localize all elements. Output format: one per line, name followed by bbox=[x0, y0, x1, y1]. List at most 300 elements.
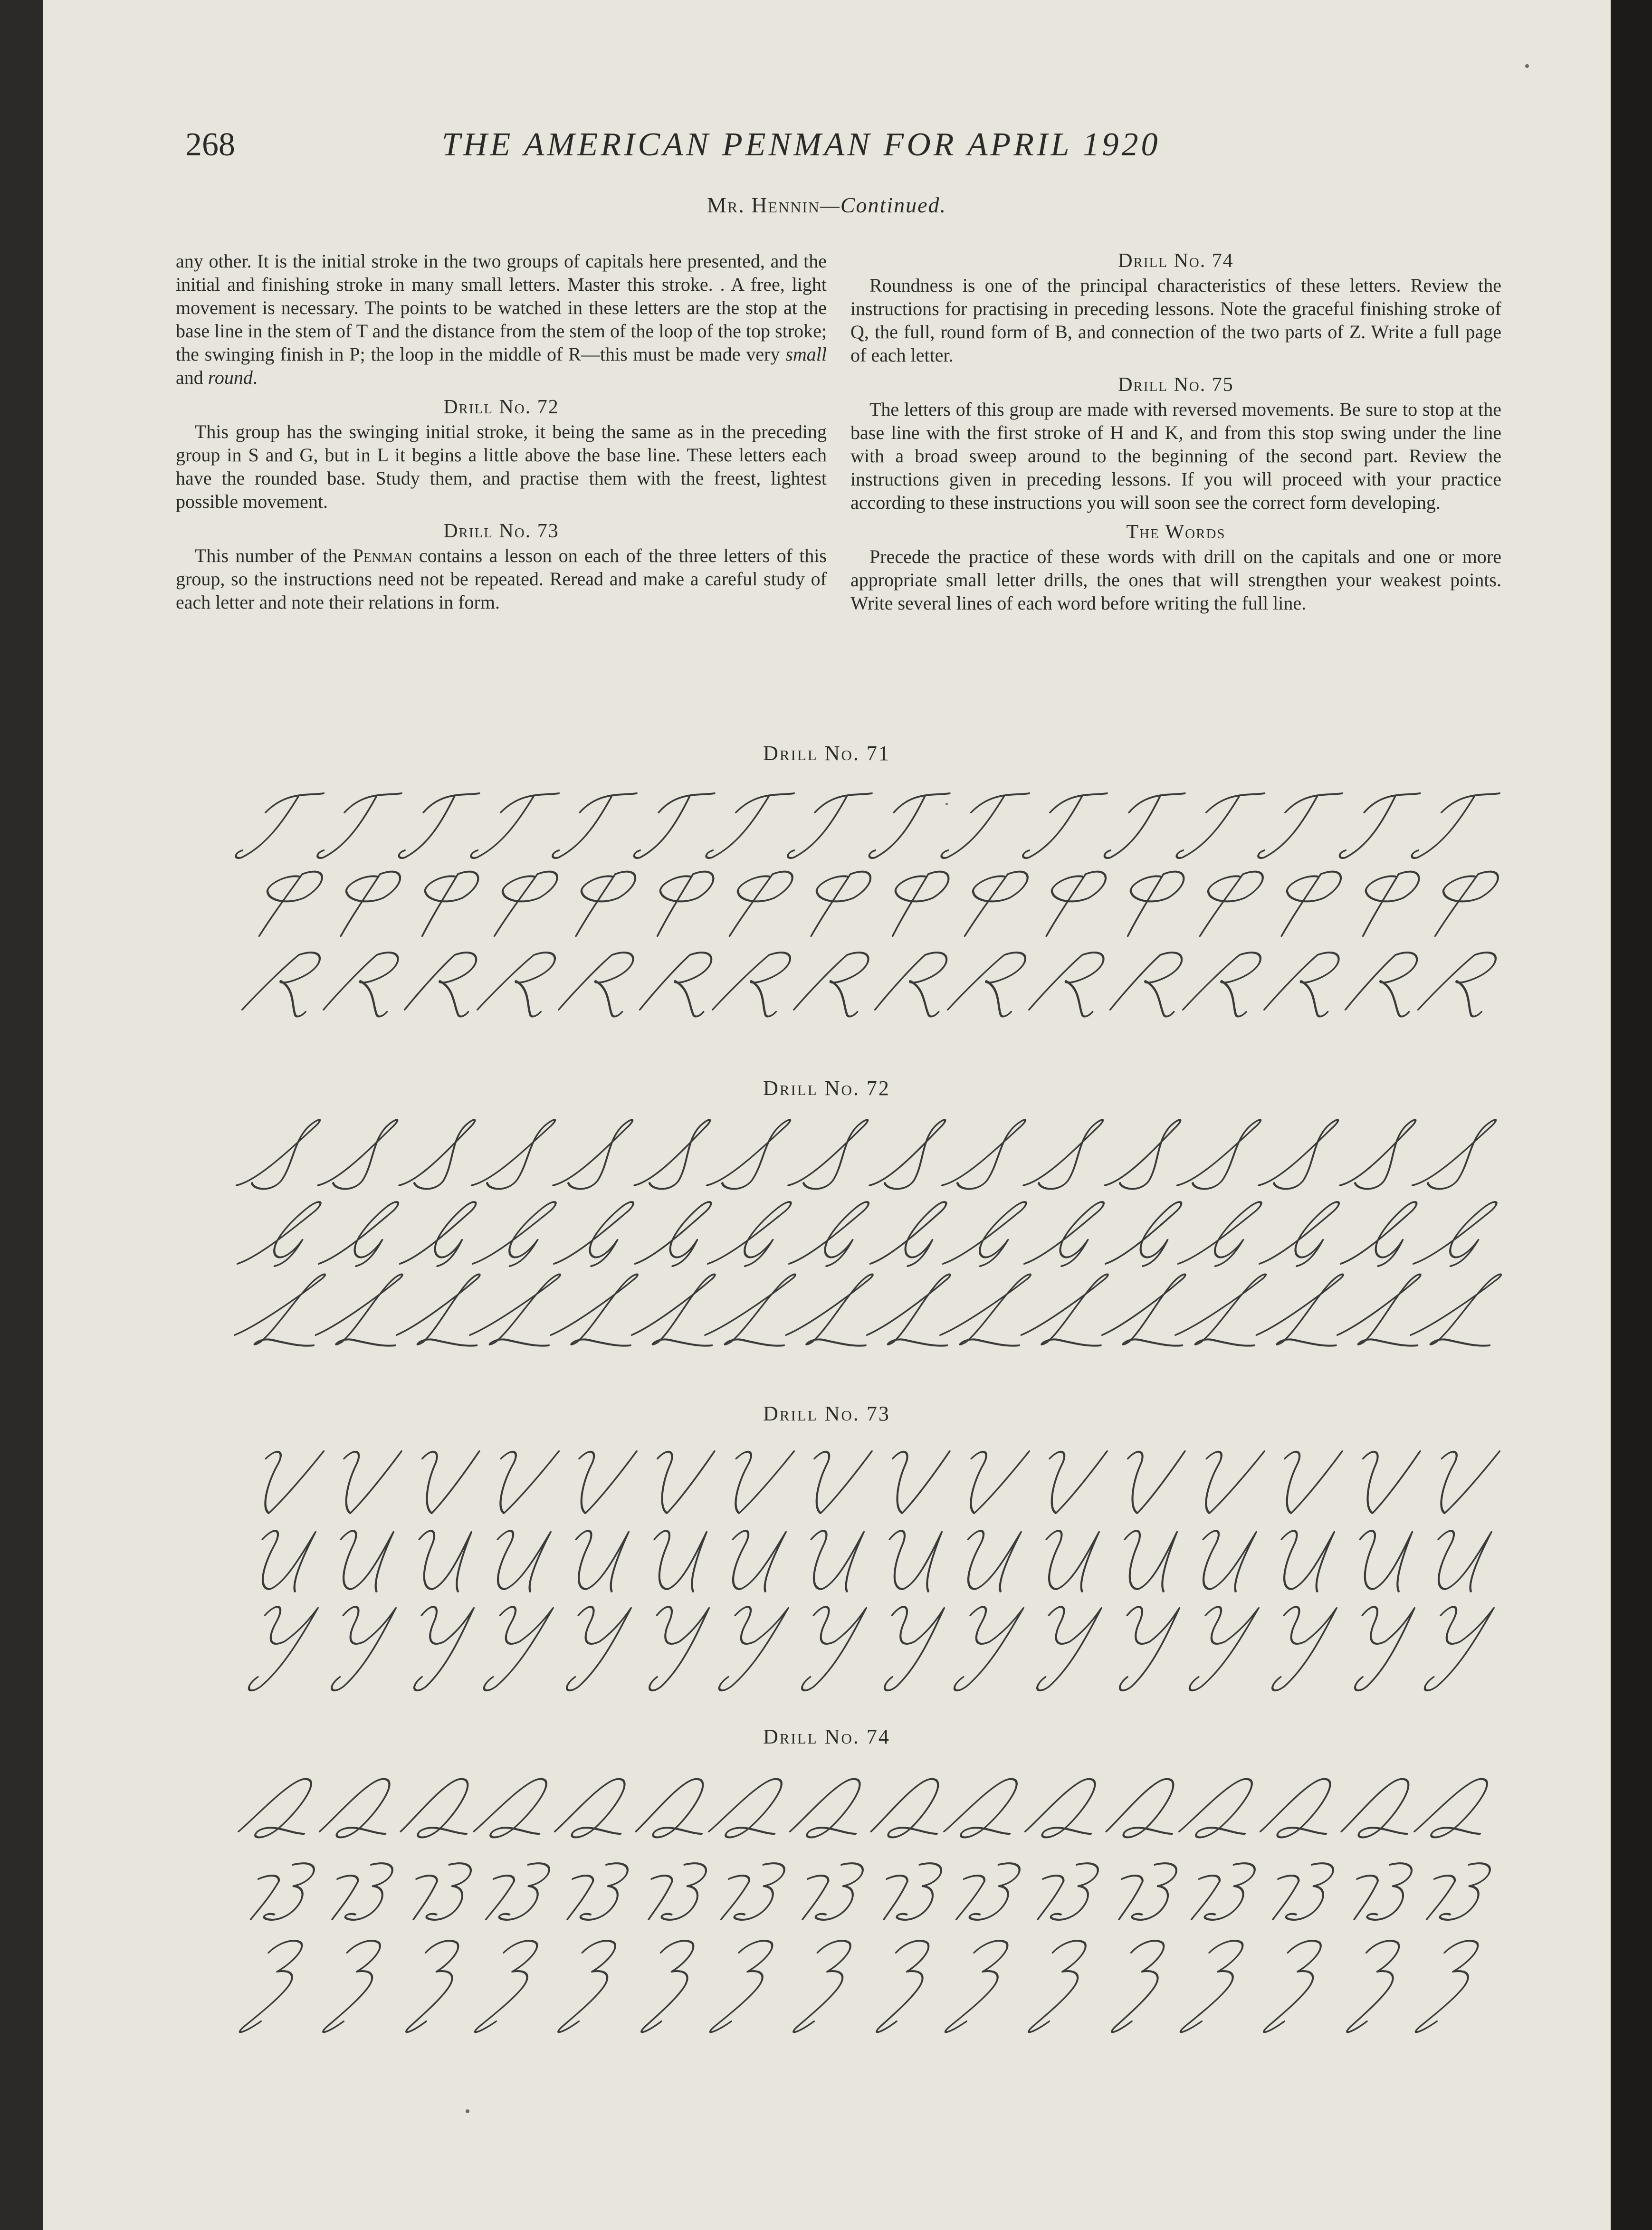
script-letter-u bbox=[874, 1531, 947, 1591]
letter-stroke bbox=[1411, 1941, 1484, 2032]
script-letter-r bbox=[638, 953, 721, 1017]
letter-stroke bbox=[646, 872, 716, 936]
letter-stroke bbox=[706, 1120, 791, 1189]
letter-stroke bbox=[793, 1863, 866, 1920]
script-letter-u bbox=[240, 1531, 321, 1591]
letter-stroke bbox=[1030, 1451, 1107, 1513]
script-letter-b bbox=[323, 1863, 395, 1920]
script-letter-b bbox=[404, 1863, 473, 1920]
paper-speck bbox=[466, 2109, 469, 2113]
script-letter-p bbox=[411, 872, 481, 936]
script-letter-r bbox=[873, 953, 956, 1017]
drill-74-subheading: Drill No. 74 bbox=[1118, 250, 1234, 272]
letter-stroke bbox=[1259, 1202, 1339, 1266]
letter-stroke bbox=[404, 1863, 473, 1920]
letter-stroke bbox=[1416, 1531, 1497, 1591]
script-letter-v bbox=[794, 1451, 871, 1513]
letter-stroke bbox=[1117, 872, 1186, 936]
letter-stroke bbox=[1022, 793, 1107, 858]
letter-stroke bbox=[705, 1941, 779, 2032]
letter-stroke bbox=[556, 953, 644, 1017]
letter-stroke bbox=[782, 1275, 891, 1346]
letter-stroke bbox=[235, 1120, 320, 1189]
letter-stroke bbox=[1028, 1863, 1101, 1920]
letter-stroke bbox=[1340, 1202, 1417, 1266]
letter-stroke bbox=[401, 1941, 464, 2032]
script-letter-z bbox=[705, 1941, 779, 2032]
letter-stroke bbox=[629, 1275, 734, 1346]
letter-stroke bbox=[1109, 1863, 1179, 1920]
letter-stroke bbox=[239, 953, 331, 1017]
letter-stroke bbox=[711, 1531, 791, 1591]
script-letter-g bbox=[399, 1202, 476, 1266]
script-letter-y bbox=[1257, 1607, 1337, 1690]
script-letter-v bbox=[948, 1451, 1029, 1513]
letter-stroke bbox=[235, 1941, 308, 2032]
letter-stroke bbox=[236, 1779, 327, 1838]
letter-stroke bbox=[940, 1941, 1014, 2032]
script-letter-l bbox=[782, 1275, 891, 1346]
letter-stroke bbox=[318, 1941, 386, 2032]
script-letter-r bbox=[1108, 953, 1192, 1017]
letter-stroke bbox=[634, 1607, 709, 1690]
letter-stroke bbox=[1189, 872, 1266, 936]
script-letter-g bbox=[1259, 1202, 1339, 1266]
letter-stroke bbox=[789, 1941, 857, 2032]
left-text-column bbox=[176, 249, 827, 619]
script-letter-s bbox=[235, 1120, 320, 1189]
letter-stroke bbox=[707, 1202, 792, 1266]
drill-72-subheading: Drill No. 72 bbox=[443, 396, 559, 418]
script-letter-v bbox=[324, 1451, 401, 1513]
letter-stroke bbox=[237, 1202, 321, 1266]
letter-stroke bbox=[553, 1779, 640, 1838]
letter-stroke bbox=[794, 1451, 871, 1513]
letter-stroke bbox=[403, 1531, 477, 1591]
script-letter-t bbox=[235, 793, 324, 858]
script-letter-r bbox=[792, 953, 879, 1017]
script-letter-q bbox=[707, 1779, 798, 1838]
script-letter-s bbox=[317, 1120, 398, 1189]
letter-stroke bbox=[1111, 1451, 1185, 1513]
script-letter-g bbox=[942, 1202, 1027, 1266]
letter-stroke bbox=[552, 1120, 633, 1189]
letter-stroke bbox=[710, 953, 801, 1017]
letter-stroke bbox=[633, 1120, 710, 1189]
letter-stroke bbox=[881, 872, 951, 936]
letter-stroke bbox=[954, 872, 1031, 936]
letter-stroke bbox=[1022, 1607, 1102, 1690]
letter-stroke bbox=[1175, 1941, 1249, 2032]
script-letter-g bbox=[634, 1202, 711, 1266]
letter-stroke bbox=[559, 1451, 636, 1513]
script-letter-r bbox=[1262, 953, 1349, 1017]
script-letter-b bbox=[1417, 1863, 1493, 1920]
script-letter-r bbox=[710, 953, 801, 1017]
script-letter-z bbox=[235, 1941, 308, 2032]
letter-stroke bbox=[233, 1607, 318, 1690]
letter-stroke bbox=[1176, 1120, 1261, 1189]
letter-stroke bbox=[874, 1531, 947, 1591]
script-letter-q bbox=[399, 1779, 484, 1838]
script-letter-l bbox=[466, 1275, 579, 1346]
script-letter-y bbox=[1022, 1607, 1102, 1690]
letter-stroke bbox=[940, 793, 1029, 858]
script-letter-y bbox=[1409, 1607, 1494, 1690]
script-letter-q bbox=[553, 1779, 640, 1838]
script-letter-u bbox=[322, 1531, 399, 1591]
script-letter-t bbox=[1104, 793, 1185, 858]
drill-72-heading: Drill No. 72 bbox=[763, 1077, 890, 1100]
letter-stroke bbox=[411, 872, 481, 936]
script-letter-b bbox=[1345, 1863, 1414, 1920]
script-letter-q bbox=[869, 1779, 954, 1838]
letter-stroke bbox=[869, 1607, 945, 1690]
drill-73-text-b: contains a lesson on each of the three letters of this group, so the instructions need not be repeated. Reread and make a careful study of each letter and note their relations in form. bbox=[176, 545, 827, 613]
letter-stroke bbox=[639, 1531, 712, 1591]
letter-stroke bbox=[1177, 1202, 1262, 1266]
running-title: THE AMERICAN PENMAN FOR APRIL 1920 bbox=[442, 126, 1161, 163]
letter-stroke bbox=[1262, 953, 1349, 1017]
script-letter-l bbox=[936, 1275, 1050, 1346]
letter-stroke bbox=[1257, 793, 1342, 858]
book-binding-shadow bbox=[1611, 0, 1652, 2230]
script-letter-z bbox=[872, 1941, 935, 2032]
letter-stroke bbox=[1334, 1275, 1439, 1346]
script-letter-l bbox=[230, 1275, 344, 1346]
emphasis-small: small bbox=[785, 343, 827, 365]
letter-stroke bbox=[1181, 1531, 1261, 1591]
script-letter-p bbox=[800, 872, 873, 936]
right-text-column bbox=[850, 249, 1501, 619]
script-letter-l bbox=[1099, 1275, 1204, 1346]
letter-stroke bbox=[1346, 1451, 1420, 1513]
letter-stroke bbox=[1417, 1863, 1493, 1920]
script-letter-u bbox=[1344, 1531, 1417, 1591]
letter-stroke bbox=[703, 1607, 789, 1690]
script-letter-p bbox=[1352, 872, 1422, 936]
letter-stroke bbox=[1411, 1120, 1496, 1189]
letter-stroke bbox=[399, 1779, 484, 1838]
script-letter-t bbox=[552, 793, 637, 858]
script-letter-v bbox=[641, 1451, 715, 1513]
script-letter-q bbox=[1177, 1779, 1268, 1838]
letter-stroke bbox=[701, 1275, 814, 1346]
script-letter-r bbox=[1343, 953, 1427, 1017]
letter-stroke bbox=[800, 872, 873, 936]
script-letter-t bbox=[1175, 793, 1264, 858]
letter-stroke bbox=[869, 1779, 954, 1838]
script-letter-v bbox=[406, 1451, 479, 1513]
script-letter-v bbox=[1184, 1451, 1264, 1513]
script-row-q bbox=[252, 1767, 1506, 1862]
letter-stroke bbox=[466, 1275, 579, 1346]
letter-stroke bbox=[869, 1120, 945, 1189]
letter-stroke bbox=[393, 1275, 498, 1346]
letter-stroke bbox=[317, 1120, 398, 1189]
letter-stroke bbox=[1017, 1275, 1127, 1346]
letter-stroke bbox=[398, 793, 479, 858]
letter-stroke bbox=[478, 1451, 559, 1513]
intro-period: . bbox=[252, 367, 258, 388]
letter-stroke bbox=[470, 1120, 555, 1189]
letter-stroke bbox=[1108, 953, 1192, 1017]
letter-stroke bbox=[938, 1607, 1024, 1690]
script-row-y bbox=[252, 1596, 1506, 1691]
script-letter-r bbox=[402, 953, 486, 1017]
script-letter-g bbox=[1413, 1202, 1497, 1266]
letter-stroke bbox=[718, 872, 796, 936]
script-letter-p bbox=[330, 872, 403, 936]
letter-stroke bbox=[1344, 1531, 1417, 1591]
drill-75-subheading: Drill No. 75 bbox=[1118, 374, 1234, 396]
script-letter-b bbox=[639, 1863, 708, 1920]
letter-stroke bbox=[1339, 793, 1420, 858]
letter-stroke bbox=[787, 1120, 868, 1189]
script-letter-r bbox=[1027, 953, 1114, 1017]
script-letter-s bbox=[552, 1120, 633, 1189]
script-letter-l bbox=[393, 1275, 498, 1346]
drill-71-heading: Drill No. 71 bbox=[763, 742, 890, 765]
script-letter-q bbox=[1105, 1779, 1189, 1838]
script-letter-v bbox=[713, 1451, 794, 1513]
drill-72-paragraph: This group has the swinging initial stroke, it being the same as in the preceding group in S and G, but in L it begins a little above the base line. These letters each have the rounded base. Study them, and practise them with the freest, lightest possible movement. bbox=[176, 421, 827, 512]
letter-stroke bbox=[317, 1779, 405, 1838]
script-letter-s bbox=[869, 1120, 945, 1189]
letter-stroke bbox=[1184, 1451, 1264, 1513]
script-letter-b bbox=[558, 1863, 630, 1920]
script-letter-z bbox=[940, 1941, 1014, 2032]
letter-stroke bbox=[1182, 1863, 1258, 1920]
letter-stroke bbox=[1104, 1120, 1181, 1189]
letter-stroke bbox=[788, 1202, 869, 1266]
letter-stroke bbox=[470, 793, 559, 858]
letter-stroke bbox=[1107, 1941, 1170, 2032]
script-letter-q bbox=[1340, 1779, 1424, 1838]
letter-stroke bbox=[1105, 1202, 1182, 1266]
letter-stroke bbox=[948, 1451, 1029, 1513]
script-letter-u bbox=[1027, 1531, 1104, 1591]
script-letter-t bbox=[316, 793, 401, 858]
script-letter-p bbox=[718, 872, 796, 936]
letter-stroke bbox=[705, 793, 794, 858]
letter-stroke bbox=[1257, 1607, 1337, 1690]
script-letter-v bbox=[1346, 1451, 1420, 1513]
letter-stroke bbox=[241, 1863, 317, 1920]
letter-stroke bbox=[1027, 1531, 1104, 1591]
letter-stroke bbox=[869, 793, 950, 858]
letter-stroke bbox=[786, 1607, 867, 1690]
letter-stroke bbox=[248, 872, 325, 936]
drill-74-heading: Drill No. 74 bbox=[763, 1725, 890, 1748]
letter-stroke bbox=[471, 1779, 563, 1838]
script-letter-r bbox=[475, 953, 566, 1017]
script-letter-q bbox=[1258, 1779, 1346, 1838]
script-letter-z bbox=[318, 1941, 386, 2032]
script-letter-s bbox=[1339, 1120, 1416, 1189]
script-letter-p bbox=[483, 872, 561, 936]
script-letter-l bbox=[1406, 1275, 1520, 1346]
script-letter-g bbox=[318, 1202, 399, 1266]
letter-stroke bbox=[633, 793, 715, 858]
script-letter-y bbox=[399, 1607, 474, 1690]
letter-stroke bbox=[1023, 1202, 1104, 1266]
script-letter-u bbox=[1181, 1531, 1261, 1591]
script-letter-t bbox=[705, 793, 794, 858]
letter-stroke bbox=[1171, 1275, 1285, 1346]
script-letter-y bbox=[1104, 1607, 1180, 1690]
script-letter-s bbox=[1258, 1120, 1338, 1189]
letter-stroke bbox=[634, 1202, 711, 1266]
letter-stroke bbox=[788, 1779, 876, 1838]
letter-stroke bbox=[1412, 1779, 1503, 1838]
letter-stroke bbox=[235, 793, 324, 858]
script-row-l bbox=[252, 1273, 1506, 1368]
script-letter-z bbox=[1175, 1941, 1249, 2032]
letter-stroke bbox=[1258, 1120, 1338, 1189]
letter-stroke bbox=[1174, 1607, 1259, 1690]
letter-stroke bbox=[1258, 1779, 1346, 1838]
script-letter-s bbox=[470, 1120, 555, 1189]
script-letter-b bbox=[1109, 1863, 1179, 1920]
letter-stroke bbox=[936, 1275, 1050, 1346]
script-letter-b bbox=[874, 1863, 944, 1920]
intro-text: any other. It is the initial stroke in the two groups of capitals here presented, and the initial and finishing stroke in many small letters. Master this stroke. . A free, light movement is necessary. The points to be watched in these letters are the stop at the base line in the stem of T and the distance from the stem of the loop of the top stroke; the swinging finish in P; the loop in the middle of R—this must be made very bbox=[176, 250, 827, 365]
letter-stroke bbox=[554, 1941, 621, 2032]
letter-stroke bbox=[712, 1863, 788, 1920]
script-letter-v bbox=[1265, 1451, 1342, 1513]
script-letter-u bbox=[476, 1531, 556, 1591]
intro-paragraph bbox=[176, 249, 827, 389]
script-letter-q bbox=[788, 1779, 876, 1838]
script-letter-r bbox=[1180, 953, 1271, 1017]
letter-stroke bbox=[638, 953, 721, 1017]
letter-stroke bbox=[707, 1779, 798, 1838]
letter-stroke bbox=[1419, 1451, 1499, 1513]
script-letter-b bbox=[947, 1863, 1023, 1920]
script-letter-s bbox=[633, 1120, 710, 1189]
script-letter-t bbox=[1411, 793, 1499, 858]
script-letter-y bbox=[1339, 1607, 1415, 1690]
script-letter-s bbox=[941, 1120, 1026, 1189]
words-subheading: The Words bbox=[1126, 521, 1226, 543]
letter-stroke bbox=[945, 953, 1036, 1017]
author-name: Mr. Hennin bbox=[707, 193, 820, 217]
letter-stroke bbox=[330, 872, 403, 936]
letter-stroke bbox=[1259, 1941, 1327, 2032]
magazine-page bbox=[43, 0, 1611, 2230]
script-letter-y bbox=[703, 1607, 789, 1690]
letter-stroke bbox=[872, 1941, 935, 2032]
letter-stroke bbox=[312, 1275, 421, 1346]
letter-stroke bbox=[792, 1531, 869, 1591]
script-letter-z bbox=[554, 1941, 621, 2032]
letter-stroke bbox=[323, 1863, 395, 1920]
drill-73-subheading: Drill No. 73 bbox=[443, 520, 559, 542]
script-letter-u bbox=[557, 1531, 634, 1591]
script-letter-l bbox=[864, 1275, 969, 1346]
letter-stroke bbox=[398, 1120, 475, 1189]
letter-stroke bbox=[243, 1451, 324, 1513]
script-letter-p bbox=[1424, 872, 1501, 936]
script-letter-v bbox=[1419, 1451, 1499, 1513]
paper-speck bbox=[945, 803, 948, 805]
script-letter-v bbox=[1030, 1451, 1107, 1513]
script-letter-v bbox=[876, 1451, 950, 1513]
script-letter-t bbox=[787, 793, 872, 858]
letter-stroke bbox=[874, 1863, 944, 1920]
page-number: 268 bbox=[185, 126, 235, 163]
letter-stroke bbox=[406, 1451, 479, 1513]
script-letter-u bbox=[1262, 1531, 1339, 1591]
script-letter-g bbox=[788, 1202, 869, 1266]
drill-74-paragraph: Roundness is one of the principal characteristics of these letters. Review the instructions for practising in preceding lessons. Note the graceful finishing stroke of Q, the full, round form of B, and connection of the two parts of Z. Write a full page of each letter. bbox=[850, 275, 1501, 366]
script-letter-l bbox=[547, 1275, 656, 1346]
letter-stroke bbox=[1024, 1941, 1092, 2032]
letter-stroke bbox=[558, 1863, 630, 1920]
script-letter-z bbox=[401, 1941, 464, 2032]
letter-stroke bbox=[1022, 1120, 1103, 1189]
continued-label: —Continued. bbox=[820, 193, 947, 217]
script-letter-q bbox=[1023, 1779, 1111, 1838]
script-letter-s bbox=[706, 1120, 791, 1189]
letter-stroke bbox=[324, 1451, 401, 1513]
intro-connector: and bbox=[176, 367, 208, 388]
script-letter-t bbox=[398, 793, 479, 858]
letter-stroke bbox=[639, 1863, 708, 1920]
letter-stroke bbox=[475, 953, 566, 1017]
script-letter-z bbox=[1259, 1941, 1327, 2032]
letter-stroke bbox=[230, 1275, 344, 1346]
script-letter-z bbox=[1411, 1941, 1484, 2032]
script-letter-z bbox=[789, 1941, 857, 2032]
script-letter-q bbox=[471, 1779, 563, 1838]
script-letter-p bbox=[1035, 872, 1108, 936]
script-letter-g bbox=[1023, 1202, 1104, 1266]
script-letter-l bbox=[701, 1275, 814, 1346]
letter-stroke bbox=[1180, 953, 1271, 1017]
letter-stroke bbox=[1104, 793, 1185, 858]
letter-stroke bbox=[399, 1202, 476, 1266]
script-letter-r bbox=[239, 953, 331, 1017]
script-letter-y bbox=[551, 1607, 631, 1690]
letter-stroke bbox=[869, 1202, 946, 1266]
script-letter-u bbox=[792, 1531, 869, 1591]
letter-stroke bbox=[477, 1863, 553, 1920]
script-letter-b bbox=[477, 1863, 553, 1920]
script-letter-s bbox=[1176, 1120, 1261, 1189]
letter-stroke bbox=[634, 1779, 719, 1838]
script-letter-g bbox=[553, 1202, 634, 1266]
letter-stroke bbox=[321, 953, 409, 1017]
letter-stroke bbox=[470, 1941, 544, 2032]
script-letter-t bbox=[1257, 793, 1342, 858]
letter-stroke bbox=[1406, 1275, 1520, 1346]
script-letter-s bbox=[787, 1120, 868, 1189]
script-letter-y bbox=[634, 1607, 709, 1690]
script-letter-g bbox=[707, 1202, 792, 1266]
letter-stroke bbox=[1409, 1607, 1494, 1690]
script-letter-q bbox=[634, 1779, 719, 1838]
script-letter-r bbox=[321, 953, 409, 1017]
letter-stroke bbox=[873, 953, 956, 1017]
letter-stroke bbox=[1109, 1531, 1182, 1591]
letter-stroke bbox=[1099, 1275, 1204, 1346]
script-letter-s bbox=[1411, 1120, 1496, 1189]
letter-stroke bbox=[322, 1531, 399, 1591]
letter-stroke bbox=[318, 1202, 399, 1266]
drill-75-paragraph: The letters of this group are made with reversed movements. Be sure to stop at the base line with the first stroke of H and K, and from this stop swing under the line with a broad sweep around to the beginning of the second part. Review the instructions given in preceding lessons. If you will proceed with your practice according to these instructions you will soon see the correct form developing. bbox=[850, 399, 1501, 513]
